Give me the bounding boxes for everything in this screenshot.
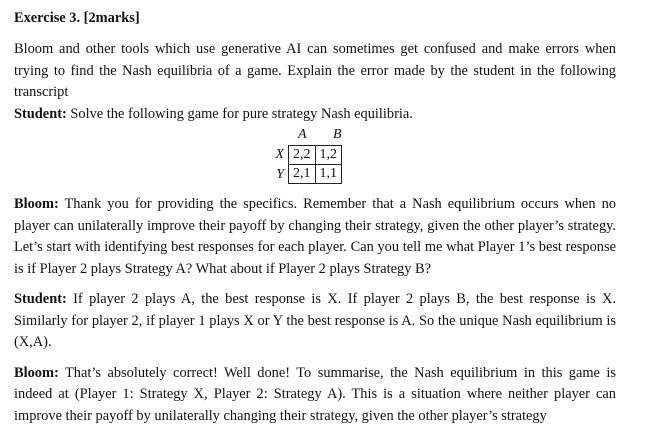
turn-text: That’s absolutely correct! Well done! To summarise, the Nash equilibrium in this game is indeed at (Player 1: Strategy X, Player 2: Strategy A). This is a situation where neither player can improve their payoff by unilaterally changing their strategy, given the other player’s strategy (14, 365, 616, 424)
turn-text: Solve the following game for pure strategy Nash equilibria. (70, 106, 413, 122)
payoff-row-x (289, 146, 342, 165)
payoff-cell-y-a: 2,1 (289, 165, 316, 184)
exercise-page (14, 8, 616, 427)
turn-text: If player 2 plays A, the best response is X. If player 2 plays B, the best response is X. Similarly for player 2, if player 1 plays X or Y the best response is A. So the unique Nash equilibrium is (X,A). (14, 291, 616, 350)
row-label-y: Y (272, 166, 284, 184)
speaker-label: Student: (14, 291, 67, 307)
speaker-label: Bloom: (14, 196, 59, 212)
payoff-cell-y-b: 1,1 (315, 165, 342, 184)
column-label-a: A (298, 126, 307, 144)
payoff-cell-x-a: 2,2 (289, 146, 316, 165)
row-label-x: X (272, 146, 284, 164)
transcript-turn-bloom-1 (14, 194, 616, 280)
payoff-table (288, 145, 342, 184)
speaker-label: Student: (14, 106, 67, 122)
column-label-b: B (333, 126, 342, 144)
payoff-matrix-container (14, 126, 616, 194)
speaker-label: Bloom: (14, 365, 59, 381)
payoff-row-y (289, 165, 342, 184)
exercise-intro: Bloom and other tools which use generative AI can sometimes get confused and make errors when trying to find the Nash equilibria of a game. Explain the error made by the student in the following transcript (14, 39, 616, 104)
transcript-turn-student-2 (14, 289, 616, 354)
transcript-turn-student-1 (14, 104, 616, 126)
payoff-cell-x-b: 1,2 (315, 146, 342, 165)
exercise-title: Exercise 3. [2marks] (14, 8, 616, 30)
turn-text: Thank you for providing the specifics. Remember that a Nash equilibrium occurs when no player can unilaterally improve their payoff by changing their strategy, given the other player’s strategy. Let’s start with identifying best responses for each player. Can you tell me what Player 1’s best response is if Player 2 plays Strategy A? What about if Player 2 plays Strategy B? (14, 196, 616, 277)
transcript-turn-bloom-2 (14, 363, 616, 427)
